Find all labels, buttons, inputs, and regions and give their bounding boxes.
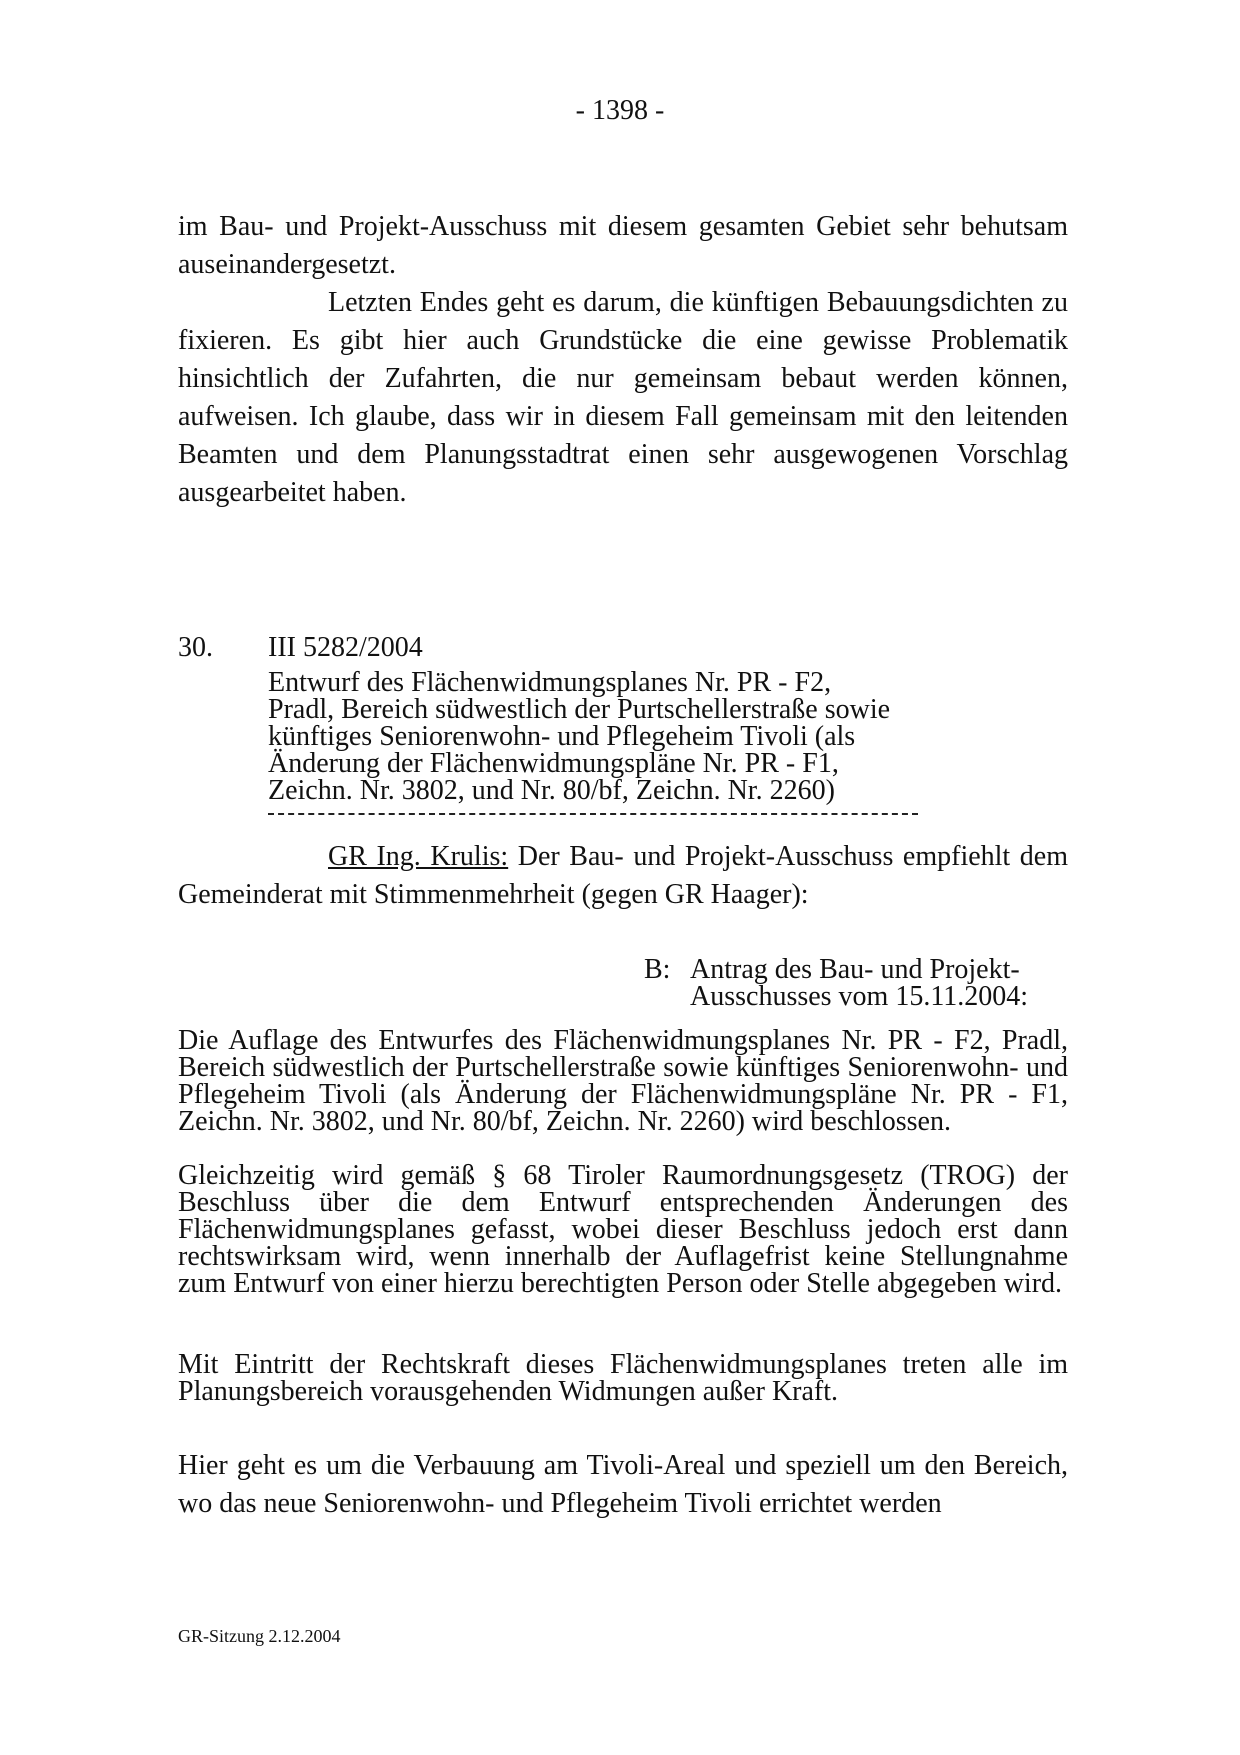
agenda-item-title-line: künftiges Seniorenwohn- und Pflegeheim Tivoli (als (268, 721, 856, 752)
intro-paragraph: im Bau- und Projekt-Ausschuss mit diesem gesamten Gebiet sehr behutsam auseinandergesetzt. (178, 211, 1068, 280)
page-footer: GR-Sitzung 2.12.2004 (178, 1626, 341, 1646)
dashed-separator (268, 813, 918, 815)
page-number: - 1398 - (575, 95, 665, 126)
speech-continuation (178, 1447, 1068, 1523)
motion-tag: B: (644, 954, 671, 985)
agenda-item-title-line: Pradl, Bereich südwestlich der Purtschellerstraße sowie (268, 694, 891, 725)
speech-recommendation (178, 838, 1068, 914)
resolution-paragraph: Die Auflage des Entwurfes des Flächenwidmungsplanes Nr. PR - F2, Pradl, Bereich südwestlich der Purtschellerstraße sowie künftiges Seniorenwohn- und Pflegeheim Tivoli (als Änderung der Flächenwidmungspläne Nr. PR - F1, Zeichn. Nr. 3802, und Nr. 80/bf, Zeichn. Nr. 2260) wird beschlossen. (178, 1025, 1068, 1137)
resolution-paragraph: Gleichzeitig wird gemäß § 68 Tiroler Raumordnungsgesetz (TROG) der Beschluss über die dem Entwurf entsprechenden Änderungen des Flächenwidmungsplanes gefasst, wobei dieser Beschluss jedoch erst dann rechtswirksam wird, wenn innerhalb der Auflagefrist keine Stellungnahme zum Entwurf von einer hierzu berechtigten Person oder Stelle abgegeben wird. (178, 1160, 1068, 1299)
agenda-item-title (268, 669, 948, 804)
agenda-item-title-line: Entwurf des Flächenwidmungsplanes Nr. PR - F2, (268, 667, 832, 698)
speech-text: Der Bau- und Projekt-Ausschuss empfiehlt dem Gemeinderat mit Stimmenmehrheit (gegen GR Haager): (178, 841, 1068, 910)
agenda-item-number: 30. (178, 632, 213, 663)
intro-paragraph: Letzten Endes geht es darum, die künftigen Bebauungsdichten zu fixieren. Es gibt hier auch Grundstücke die eine gewisse Problematik hinsichtlich der Zufahrten, die nur gemeinsam bebaut werden können, aufweisen. Ich glaube, dass wir in diesem Fall gemeinsam mit den leitenden Beamten und dem Planungsstadtrat einen sehr ausgewogenen Vorschlag ausgearbeitet haben. (178, 287, 1068, 508)
motion-heading (644, 956, 1028, 1010)
agenda-item-title-line: Änderung der Flächenwidmungspläne Nr. PR - F1, (268, 748, 839, 779)
intro-section (178, 208, 1068, 512)
resolution-paragraph: Mit Eintritt der Rechtskraft dieses Flächenwidmungsplanes treten alle im Planungsbereich vorausgehenden Widmungen außer Kraft. (178, 1349, 1068, 1407)
motion-line: Antrag des Bau- und Projekt- (690, 954, 1020, 985)
speech-paragraph: Hier geht es um die Verbauung am Tivoli-Areal und speziell um den Bereich, wo das neue Seniorenwohn- und Pflegeheim Tivoli errichtet werden (178, 1450, 1068, 1519)
agenda-item-reference: III 5282/2004 (268, 632, 423, 663)
motion-line: Ausschusses vom 15.11.2004: (690, 981, 1029, 1012)
speaker-name: GR Ing. Krulis: (328, 841, 509, 872)
agenda-item-title-line: Zeichn. Nr. 3802, und Nr. 80/bf, Zeichn. Nr. 2260) (268, 775, 835, 806)
